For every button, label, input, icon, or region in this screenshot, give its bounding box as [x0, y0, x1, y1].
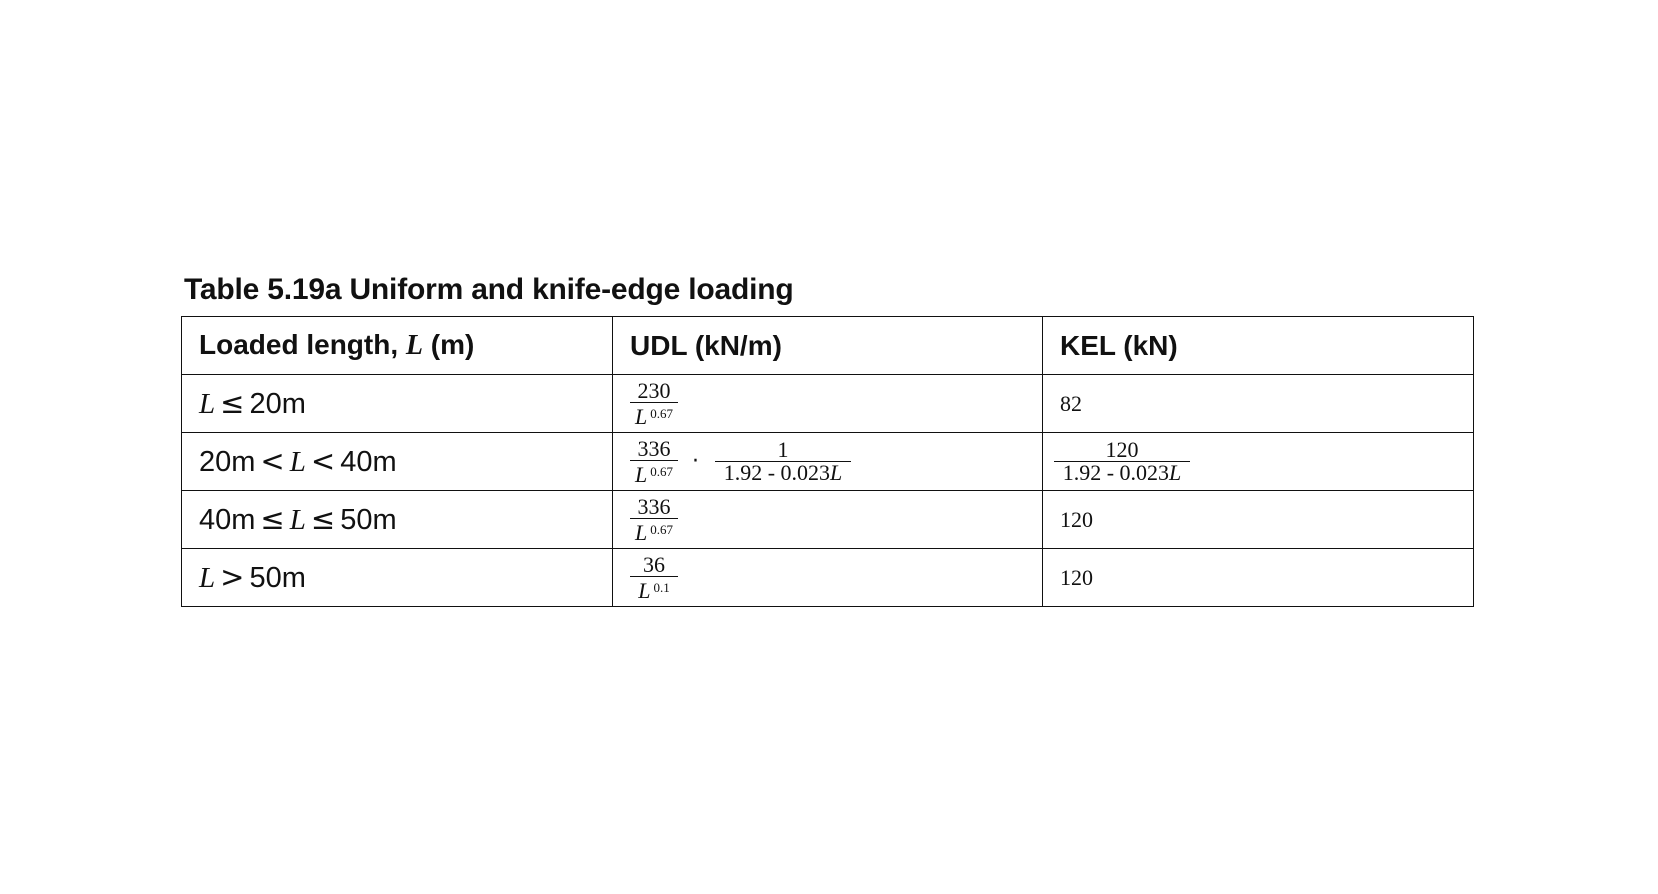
udl-cell	[613, 375, 1043, 433]
multiply-dot: ·	[692, 449, 699, 474]
table-row	[182, 491, 1474, 549]
range-cell: 40m ≤ L ≤ 50m	[182, 491, 613, 549]
loading-table	[181, 316, 1474, 607]
kel-cell: 120	[1043, 549, 1474, 607]
table-row	[182, 549, 1474, 607]
kel-cell: 120	[1043, 491, 1474, 549]
range-cell: L ≤ 20m	[182, 375, 613, 433]
udl-factor-fraction: $\frac{1}{1.92 - 0.023L}$	[715, 439, 851, 484]
udl-cell	[613, 433, 1043, 491]
range-cell: 20m < L < 40m	[182, 433, 613, 491]
udl-fraction: $\frac{336}{L ^{0.67}}$	[630, 496, 678, 544]
table-title: Table 5.19a Uniform and knife-edge loading	[184, 273, 794, 306]
table-row	[182, 433, 1474, 491]
header-row	[182, 317, 1474, 375]
header-kel: KEL (kN)	[1043, 317, 1474, 375]
table-row	[182, 375, 1474, 433]
header-loaded-length: Loaded length, L (m)	[182, 317, 613, 375]
header-udl: UDL (kN/m)	[613, 317, 1043, 375]
kel-cell: 82	[1043, 375, 1474, 433]
udl-cell	[613, 491, 1043, 549]
udl-fraction: $\frac{36}{L ^{0.1}}$	[630, 554, 678, 602]
kel-fraction: $\frac{120}{1.92 - 0.023L}$	[1054, 439, 1190, 484]
kel-cell	[1043, 433, 1474, 491]
udl-fraction: $\frac{336}{L ^{0.67}}$	[630, 438, 678, 486]
range-cell: L > 50m	[182, 549, 613, 607]
udl-cell	[613, 549, 1043, 607]
udl-fraction: $\frac{230}{L ^{0.67}}$	[630, 380, 678, 428]
